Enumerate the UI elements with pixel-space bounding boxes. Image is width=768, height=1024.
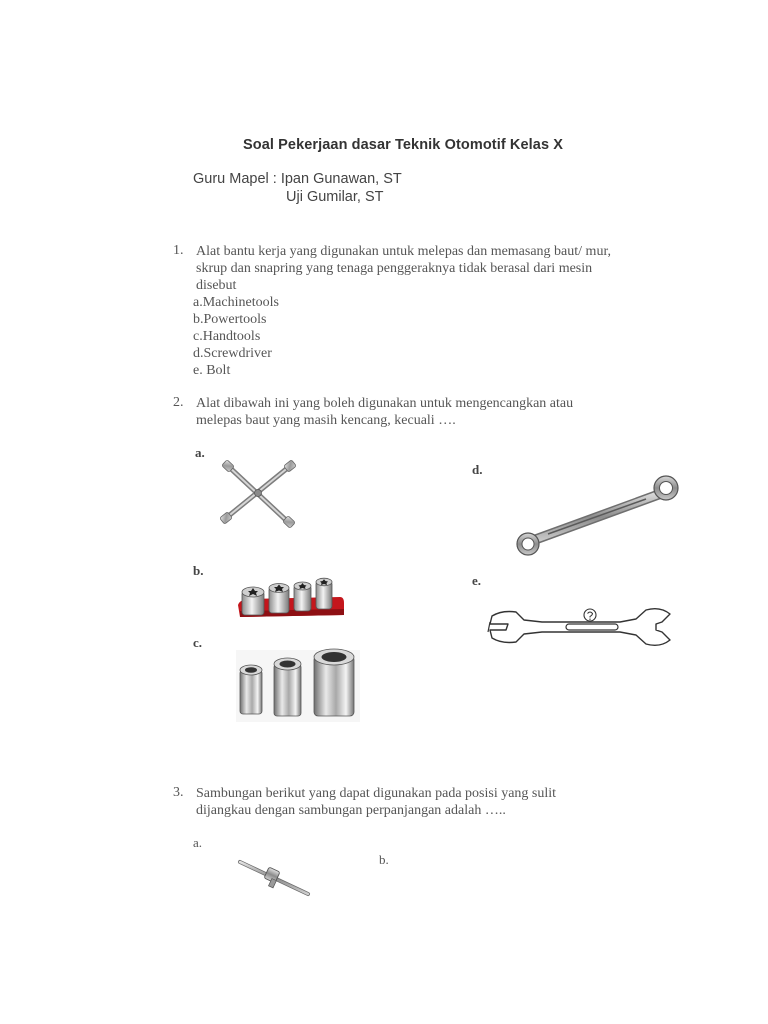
socket-rail-image — [236, 577, 346, 619]
open-end-wrench-image — [484, 604, 676, 650]
option-d: d.Screwdriver — [193, 346, 272, 361]
q2-label-b: b. — [193, 563, 204, 578]
option-c: c.Handtools — [193, 329, 261, 344]
page-title: Soal Pekerjaan dasar Teknik Otomotif Kelas X — [242, 137, 564, 153]
cross-wrench-image — [218, 460, 298, 530]
question-1-line: disebut — [196, 278, 237, 293]
option-b: b.Powertools — [193, 312, 267, 327]
question-2-line: melepas baut yang masih kencang, kecuali …. — [196, 413, 456, 428]
q3-label-a: a. — [193, 835, 203, 850]
question-2-number: 2. — [173, 395, 184, 410]
q2-label-a: a. — [195, 445, 205, 460]
teacher-label: Guru Mapel : Ipan Gunawan, ST — [193, 171, 402, 187]
q2-label-e: e. — [472, 573, 482, 588]
teacher-second: Uji Gumilar, ST — [286, 189, 384, 205]
ring-wrench-image — [514, 474, 680, 558]
sockets-image — [236, 648, 360, 722]
question-3-text — [196, 785, 556, 819]
question-1-line: skrup dan snapring yang tenaga penggeraknya tidak berasal dari mesin — [196, 261, 593, 276]
q3-label-b: b. — [379, 852, 389, 867]
question-3-line: Sambungan berikut yang dapat digunakan pada posisi yang sulit — [196, 786, 557, 801]
question-1-text — [196, 243, 611, 294]
question-1-number: 1. — [173, 243, 184, 258]
question-1-line: Alat bantu kerja yang digunakan untuk melepas dan memasang baut/ mur, — [196, 244, 612, 259]
question-3-line: dijangkau dengan sambungan perpanjangan adalah ….. — [196, 803, 506, 818]
sliding-t-handle-image — [236, 852, 312, 900]
option-e: e. Bolt — [193, 363, 231, 378]
question-2-text — [196, 395, 573, 429]
question-1-options — [193, 294, 279, 379]
option-a: a.Machinetools — [193, 295, 279, 310]
question-3-number: 3. — [173, 785, 184, 800]
q2-label-c: c. — [193, 635, 203, 650]
q2-label-d: d. — [472, 462, 483, 477]
question-2-line: Alat dibawah ini yang boleh digunakan untuk mengencangkan atau — [196, 396, 574, 411]
